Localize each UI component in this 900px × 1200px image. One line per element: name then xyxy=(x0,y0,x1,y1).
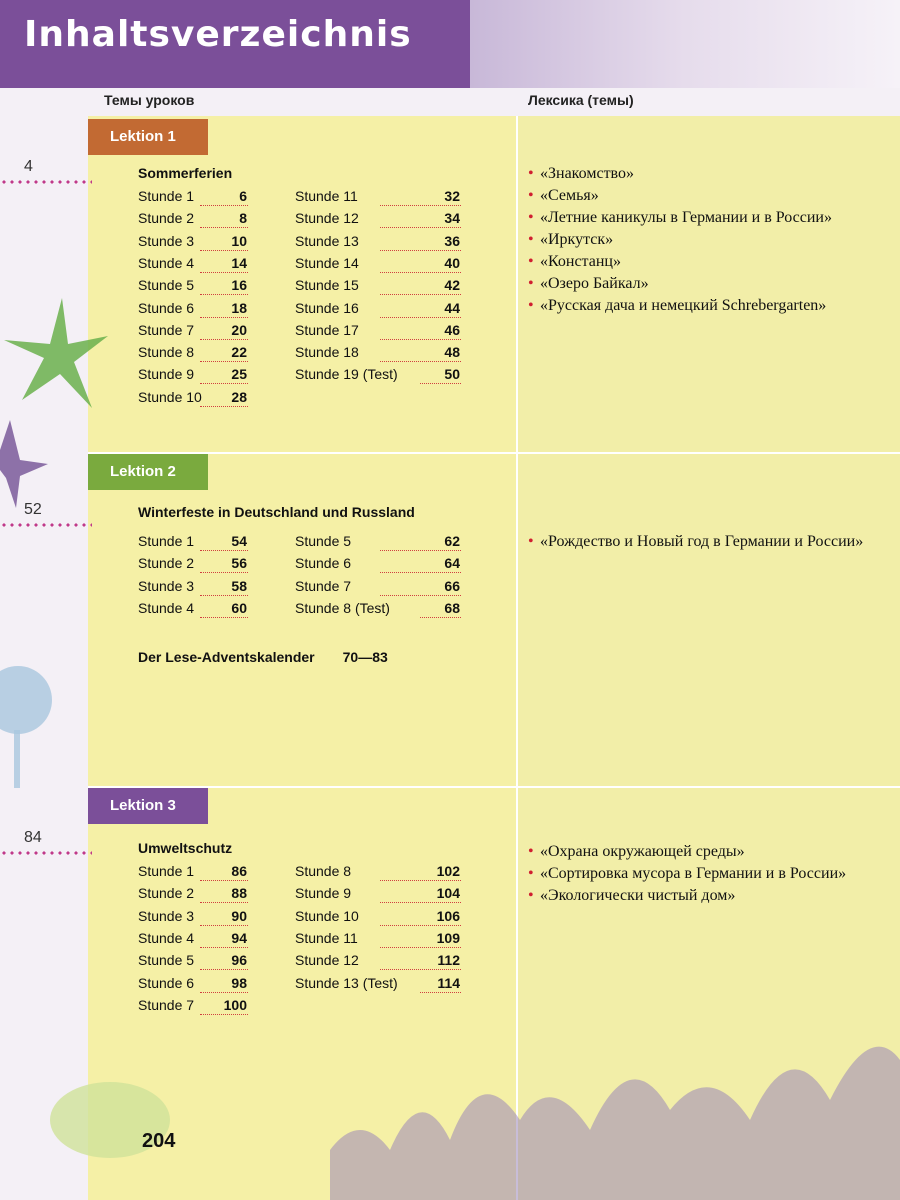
lesson-page-number: 18 xyxy=(231,299,247,316)
lesson-label: Stunde 8 xyxy=(138,344,195,361)
lesson-page-number: 50 xyxy=(444,366,460,383)
topic-item: • «Семья» xyxy=(528,185,878,207)
lesson-entry[interactable] xyxy=(138,300,247,320)
topic-item: • «Летние каникулы в Германии и в России» xyxy=(528,207,878,229)
lesson-label: Stunde 17 xyxy=(295,321,359,338)
lesson-page-number: 46 xyxy=(444,321,460,338)
lesson-entry[interactable] xyxy=(295,277,460,297)
lese-adventskalender-entry[interactable] xyxy=(138,649,388,665)
lesson-entry[interactable] xyxy=(138,322,247,342)
lesson-entry[interactable] xyxy=(138,885,247,905)
lesson-page-number: 94 xyxy=(231,929,247,946)
lesson-page-number: 8 xyxy=(239,210,247,227)
lesson-label: Stunde 10 xyxy=(295,907,359,924)
dotted-leader xyxy=(200,317,248,318)
lesson-entry[interactable] xyxy=(138,533,247,553)
page-number: 204 xyxy=(142,1130,176,1152)
lesson-page-number: 36 xyxy=(444,232,460,249)
extra-label: Der Lese-Adventskalender xyxy=(138,649,315,665)
lesson-entry[interactable] xyxy=(295,908,460,928)
lesson-page-number: 62 xyxy=(444,533,460,549)
lesson-label: Stunde 7 xyxy=(295,577,352,594)
dotted-leader xyxy=(0,523,92,527)
dotted-leader xyxy=(200,250,248,251)
lesson-label: Stunde 3 xyxy=(138,232,195,249)
lesson-page-number: 68 xyxy=(444,599,460,616)
tab-lektion-1[interactable]: Lektion 1 xyxy=(88,119,208,155)
lesson-entry[interactable] xyxy=(138,997,247,1017)
lesson-label: Stunde 1 xyxy=(138,533,195,549)
dotted-leader xyxy=(420,617,461,618)
lesson-label: Stunde 5 xyxy=(138,952,195,969)
lesson-page-number: 114 xyxy=(437,974,460,991)
dotted-leader xyxy=(200,383,248,384)
lesson-page-number: 28 xyxy=(231,388,247,405)
unit-title[interactable]: Umweltschutz xyxy=(138,840,233,856)
lesson-label: Stunde 2 xyxy=(138,555,195,572)
unit-page-number: 52 xyxy=(24,501,42,518)
topic-item: • «Озеро Байкал» xyxy=(528,273,878,295)
dotted-leader xyxy=(200,406,248,407)
lesson-label: Stunde 13 xyxy=(295,232,359,249)
lesson-entry[interactable] xyxy=(295,600,460,620)
dotted-leader xyxy=(200,947,248,948)
column-heading-vocabulary: Лексика (темы) xyxy=(528,92,634,108)
lesson-label: Stunde 4 xyxy=(138,929,195,946)
dotted-leader xyxy=(200,294,248,295)
lesson-page-number: 42 xyxy=(444,277,460,294)
lesson-page-number: 25 xyxy=(231,366,247,383)
lesson-entry[interactable] xyxy=(295,975,460,995)
lesson-page-number: 44 xyxy=(444,299,460,316)
dotted-leader xyxy=(420,383,461,384)
starfish-icon xyxy=(0,420,50,510)
topic-item: • «Русская дача и немецкий Schrebergarten» xyxy=(528,295,878,317)
lesson-label: Stunde 6 xyxy=(295,555,352,572)
lesson-label: Stunde 6 xyxy=(138,974,195,991)
lesson-label: Stunde 9 xyxy=(138,366,195,383)
dotted-leader xyxy=(380,205,461,206)
dotted-leader xyxy=(200,617,248,618)
page-title: Inhaltsverzeichnis xyxy=(24,14,412,55)
lesson-entry[interactable] xyxy=(295,322,460,342)
vocabulary-topics xyxy=(528,841,878,907)
lesson-entry[interactable] xyxy=(295,255,460,275)
lesson-page-number: 96 xyxy=(231,952,247,969)
lesson-label: Stunde 13 (Test) xyxy=(295,974,398,991)
column-heading-lessons: Темы уроков xyxy=(104,92,195,108)
lesson-page-number: 14 xyxy=(231,254,247,271)
dotted-leader xyxy=(200,339,248,340)
topic-item: • «Экологически чистый дом» xyxy=(528,885,878,907)
lesson-entry[interactable] xyxy=(295,300,460,320)
dotted-leader xyxy=(380,294,461,295)
lesson-page-number: 48 xyxy=(444,344,460,361)
lesson-page-number: 58 xyxy=(231,577,247,594)
lesson-label: Stunde 6 xyxy=(138,299,195,316)
lesson-page-number: 56 xyxy=(231,555,247,572)
unit-page-number: 4 xyxy=(24,158,33,175)
dotted-leader xyxy=(420,992,461,993)
lesson-entry[interactable] xyxy=(295,578,460,598)
dotted-leader xyxy=(380,572,461,573)
lesson-page-number: 40 xyxy=(444,254,460,271)
lesson-entry[interactable] xyxy=(295,344,460,364)
dotted-leader xyxy=(380,925,461,926)
header-decoration xyxy=(470,0,900,88)
lesson-label: Stunde 4 xyxy=(138,599,195,616)
lesson-entry[interactable] xyxy=(138,344,247,364)
lesson-entry[interactable] xyxy=(138,277,247,297)
topic-item: • «Знакомство» xyxy=(528,163,878,185)
lesson-entry[interactable] xyxy=(138,188,247,208)
dotted-leader xyxy=(380,969,461,970)
unit-title[interactable]: Winterfeste in Deutschland und Russland xyxy=(138,504,415,520)
lesson-page-number: 104 xyxy=(436,885,460,902)
lesson-page-number: 100 xyxy=(223,996,247,1013)
lesson-entry[interactable] xyxy=(295,885,460,905)
dotted-leader xyxy=(380,227,461,228)
lesson-label: Stunde 19 (Test) xyxy=(295,366,398,383)
tree-icon xyxy=(0,660,60,790)
extra-page-range: 70—83 xyxy=(342,649,388,665)
lesson-page-number: 109 xyxy=(436,929,460,946)
lesson-entry[interactable] xyxy=(295,366,460,386)
topic-item: • «Констанц» xyxy=(528,251,878,273)
lesson-page-number: 6 xyxy=(239,188,247,204)
lesson-page-number: 54 xyxy=(231,533,247,549)
lesson-label: Stunde 15 xyxy=(295,277,359,294)
lesson-label: Stunde 11 xyxy=(295,188,358,204)
lesson-page-number: 98 xyxy=(231,974,247,991)
lesson-entry[interactable] xyxy=(295,863,460,883)
lesson-entry[interactable] xyxy=(138,600,247,620)
lesson-label: Stunde 14 xyxy=(295,254,359,271)
dotted-leader xyxy=(200,572,248,573)
dotted-leader xyxy=(380,550,461,551)
dotted-leader xyxy=(200,925,248,926)
dotted-leader xyxy=(380,595,461,596)
leaf-icon xyxy=(40,1060,200,1200)
topic-item: • «Иркутск» xyxy=(528,229,878,251)
lesson-page-number: 102 xyxy=(436,863,460,879)
lesson-label: Stunde 7 xyxy=(138,996,195,1013)
topic-item: • «Сортировка мусора в Германии и в России» xyxy=(528,863,878,885)
lesson-page-number: 20 xyxy=(231,321,247,338)
lesson-page-number: 112 xyxy=(437,952,460,969)
lesson-label: Stunde 16 xyxy=(295,299,359,316)
lesson-label: Stunde 3 xyxy=(138,907,195,924)
lesson-label: Stunde 11 xyxy=(295,929,358,946)
lesson-entry[interactable] xyxy=(295,930,460,950)
lesson-entry[interactable] xyxy=(138,210,247,230)
dotted-leader xyxy=(200,1014,248,1015)
lesson-label: Stunde 4 xyxy=(138,254,195,271)
lesson-label: Stunde 5 xyxy=(138,277,195,294)
dotted-leader xyxy=(200,992,248,993)
lesson-entry[interactable] xyxy=(138,975,247,995)
lesson-label: Stunde 12 xyxy=(295,952,359,969)
dotted-leader xyxy=(380,902,461,903)
topic-item: • «Рождество и Новый год в Германии и России» xyxy=(528,531,878,553)
lesson-page-number: 88 xyxy=(231,885,247,902)
lesson-entry[interactable] xyxy=(138,555,247,575)
lesson-label: Stunde 2 xyxy=(138,885,195,902)
lesson-entry[interactable] xyxy=(295,555,460,575)
lesson-entry[interactable] xyxy=(295,188,460,208)
lesson-entry[interactable] xyxy=(138,952,247,972)
lesson-label: Stunde 8 (Test) xyxy=(295,599,390,616)
lesson-label: Stunde 8 xyxy=(295,863,352,879)
lesson-entry[interactable] xyxy=(138,908,247,928)
lesson-entry[interactable] xyxy=(295,233,460,253)
lesson-page-number: 86 xyxy=(231,863,247,879)
lesson-entry[interactable] xyxy=(138,366,247,386)
lesson-entry[interactable] xyxy=(138,863,247,883)
tab-lektion-2[interactable]: Lektion 2 xyxy=(88,454,208,490)
lesson-page-number: 22 xyxy=(231,344,247,361)
lesson-page-number: 64 xyxy=(444,555,460,572)
dotted-leader xyxy=(200,902,248,903)
dotted-leader xyxy=(380,880,461,881)
lesson-label: Stunde 2 xyxy=(138,210,195,227)
dotted-leader xyxy=(380,272,461,273)
crowd-silhouette-icon xyxy=(330,1000,900,1200)
dotted-leader xyxy=(0,180,92,184)
lesson-entry[interactable] xyxy=(138,255,247,275)
lesson-page-number: 66 xyxy=(444,577,460,594)
topic-item: • «Охрана окружающей среды» xyxy=(528,841,878,863)
lesson-label: Stunde 12 xyxy=(295,210,359,227)
row-divider xyxy=(88,786,900,788)
lesson-entry[interactable] xyxy=(295,952,460,972)
lesson-label: Stunde 3 xyxy=(138,577,195,594)
lesson-page-number: 32 xyxy=(444,188,460,204)
dotted-leader xyxy=(200,227,248,228)
dotted-leader xyxy=(380,250,461,251)
vocabulary-topics xyxy=(528,531,878,553)
lesson-label: Stunde 1 xyxy=(138,188,195,204)
lesson-label: Stunde 10 xyxy=(138,388,202,405)
lesson-entry[interactable] xyxy=(295,210,460,230)
dotted-leader xyxy=(200,205,248,206)
lesson-page-number: 10 xyxy=(231,232,247,249)
lesson-label: Stunde 5 xyxy=(295,533,352,549)
dotted-leader xyxy=(0,851,92,855)
lesson-page-number: 16 xyxy=(231,277,247,294)
unit-title[interactable]: Sommerferien xyxy=(138,165,233,181)
dotted-leader xyxy=(380,339,461,340)
lesson-label: Stunde 7 xyxy=(138,321,195,338)
lesson-page-number: 90 xyxy=(231,907,247,924)
lesson-page-number: 34 xyxy=(444,210,460,227)
dotted-leader xyxy=(380,947,461,948)
vocabulary-topics xyxy=(528,163,878,317)
unit-page-number: 84 xyxy=(24,829,42,846)
lesson-page-number: 60 xyxy=(231,599,247,616)
lesson-entry[interactable] xyxy=(138,930,247,950)
lesson-label: Stunde 18 xyxy=(295,344,359,361)
dotted-leader xyxy=(380,361,461,362)
lesson-entry[interactable] xyxy=(138,389,247,409)
row-divider xyxy=(88,452,900,454)
lesson-entry[interactable] xyxy=(138,578,247,598)
lesson-page-number: 106 xyxy=(436,907,460,924)
dotted-leader xyxy=(200,550,248,551)
lesson-label: Stunde 9 xyxy=(295,885,352,902)
tab-lektion-3[interactable]: Lektion 3 xyxy=(88,788,208,824)
lesson-entry[interactable] xyxy=(138,233,247,253)
dotted-leader xyxy=(200,969,248,970)
starfish-icon xyxy=(0,296,110,416)
lesson-entry[interactable] xyxy=(295,533,460,553)
dotted-leader xyxy=(200,880,248,881)
dotted-leader xyxy=(200,272,248,273)
lesson-label: Stunde 1 xyxy=(138,863,195,879)
dotted-leader xyxy=(200,361,248,362)
dotted-leader xyxy=(380,317,461,318)
dotted-leader xyxy=(200,595,248,596)
